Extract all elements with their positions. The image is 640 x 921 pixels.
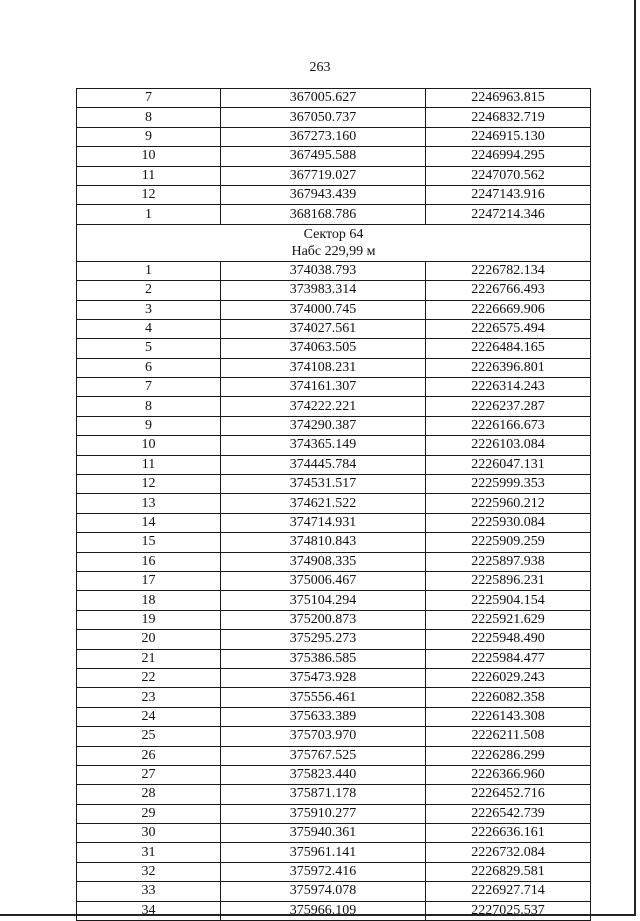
y-coordinate-cell: 2226927.714 [426,882,591,901]
point-number-cell: 28 [77,785,221,804]
table-row [77,494,591,513]
table-row [77,804,591,823]
table-row [77,746,591,765]
table-row [77,843,591,862]
point-number-cell: 22 [77,668,221,687]
table-row [77,455,591,474]
table-row [77,824,591,843]
section-header-body [77,224,591,261]
table-body-before-section [77,89,591,225]
y-coordinate-cell: 2226669.906 [426,300,591,319]
table-row [77,785,591,804]
table-row [77,358,591,377]
y-coordinate-cell: 2225948.490 [426,630,591,649]
x-coordinate-cell: 375703.970 [221,727,426,746]
y-coordinate-cell: 2226143.308 [426,707,591,726]
x-coordinate-cell: 375961.141 [221,843,426,862]
x-coordinate-cell: 375940.361 [221,824,426,843]
point-number-cell: 8 [77,397,221,416]
y-coordinate-cell: 2226782.134 [426,261,591,280]
y-coordinate-cell: 2226103.084 [426,436,591,455]
point-number-cell: 1 [77,205,221,224]
y-coordinate-cell: 2226829.581 [426,862,591,881]
point-number-cell: 6 [77,358,221,377]
point-number-cell: 13 [77,494,221,513]
table-row [77,707,591,726]
x-coordinate-cell: 367719.027 [221,166,426,185]
x-coordinate-cell: 374445.784 [221,455,426,474]
x-coordinate-cell: 374108.231 [221,358,426,377]
point-number-cell: 25 [77,727,221,746]
point-number-cell: 12 [77,475,221,494]
section-elevation: Нaбс 229,99 м [291,243,376,259]
y-coordinate-cell: 2225896.231 [426,571,591,590]
y-coordinate-cell: 2226166.673 [426,416,591,435]
y-coordinate-cell: 2226636.161 [426,824,591,843]
point-number-cell: 23 [77,688,221,707]
y-coordinate-cell: 2225909.259 [426,533,591,552]
point-number-cell: 3 [77,300,221,319]
point-number-cell: 21 [77,649,221,668]
y-coordinate-cell: 2226575.494 [426,319,591,338]
x-coordinate-cell: 374810.843 [221,533,426,552]
point-number-cell: 15 [77,533,221,552]
x-coordinate-cell: 375386.585 [221,649,426,668]
table-row [77,610,591,629]
x-coordinate-cell: 374222.221 [221,397,426,416]
table-row [77,319,591,338]
table-row [77,416,591,435]
x-coordinate-cell: 375823.440 [221,765,426,784]
x-coordinate-cell: 374908.335 [221,552,426,571]
table-row [77,166,591,185]
y-coordinate-cell: 2225897.938 [426,552,591,571]
x-coordinate-cell: 375473.928 [221,668,426,687]
point-number-cell: 27 [77,765,221,784]
page-number: 263 [309,60,331,75]
x-coordinate-cell: 375295.273 [221,630,426,649]
y-coordinate-cell: 2226396.801 [426,358,591,377]
table-row [77,668,591,687]
point-number-cell: 11 [77,166,221,185]
point-number-cell: 2 [77,281,221,300]
table-body-after-section [77,261,591,920]
x-coordinate-cell: 374290.387 [221,416,426,435]
x-coordinate-cell: 375974.078 [221,882,426,901]
x-coordinate-cell: 375972.416 [221,862,426,881]
y-coordinate-cell: 2226082.358 [426,688,591,707]
table-row [77,533,591,552]
y-coordinate-cell: 2226484.165 [426,339,591,358]
point-number-cell: 26 [77,746,221,765]
table-row [77,901,591,920]
section-header-row [77,224,591,261]
table-row [77,552,591,571]
y-coordinate-cell: 2247070.562 [426,166,591,185]
table-row [77,475,591,494]
y-coordinate-cell: 2226732.084 [426,843,591,862]
point-number-cell: 5 [77,339,221,358]
x-coordinate-cell: 367495.588 [221,147,426,166]
x-coordinate-cell: 374714.931 [221,513,426,532]
x-coordinate-cell: 375966.109 [221,901,426,920]
y-coordinate-cell: 2226766.493 [426,281,591,300]
point-number-cell: 4 [77,319,221,338]
point-number-cell: 20 [77,630,221,649]
point-number-cell: 9 [77,127,221,146]
table-row [77,261,591,280]
y-coordinate-cell: 2226542.739 [426,804,591,823]
x-coordinate-cell: 367943.439 [221,185,426,204]
x-coordinate-cell: 368168.786 [221,205,426,224]
table-row [77,727,591,746]
y-coordinate-cell: 2246832.719 [426,108,591,127]
x-coordinate-cell: 374063.505 [221,339,426,358]
x-coordinate-cell: 375556.461 [221,688,426,707]
y-coordinate-cell: 2226366.960 [426,765,591,784]
y-coordinate-cell: 2246963.815 [426,89,591,108]
point-number-cell: 11 [77,455,221,474]
y-coordinate-cell: 2226286.299 [426,746,591,765]
y-coordinate-cell: 2226047.131 [426,455,591,474]
x-coordinate-cell: 367273.160 [221,127,426,146]
point-number-cell: 7 [77,89,221,108]
point-number-cell: 17 [77,571,221,590]
x-coordinate-cell: 374531.517 [221,475,426,494]
table-row [77,591,591,610]
table-row [77,339,591,358]
point-number-cell: 34 [77,901,221,920]
x-coordinate-cell: 373983.314 [221,281,426,300]
table-row [77,513,591,532]
point-number-cell: 14 [77,513,221,532]
table-row [77,630,591,649]
y-coordinate-cell: 2225984.477 [426,649,591,668]
x-coordinate-cell: 374038.793 [221,261,426,280]
table-row [77,127,591,146]
y-coordinate-cell: 2225999.353 [426,475,591,494]
x-coordinate-cell: 374365.149 [221,436,426,455]
y-coordinate-cell: 2247214.346 [426,205,591,224]
point-number-cell: 29 [77,804,221,823]
table-row [77,300,591,319]
table-row [77,882,591,901]
table-row [77,688,591,707]
table-row [77,571,591,590]
table-row [77,205,591,224]
x-coordinate-cell: 374000.745 [221,300,426,319]
point-number-cell: 19 [77,610,221,629]
point-number-cell: 30 [77,824,221,843]
x-coordinate-cell: 375200.873 [221,610,426,629]
section-header-cell [77,224,591,261]
point-number-cell: 31 [77,843,221,862]
x-coordinate-cell: 367005.627 [221,89,426,108]
y-coordinate-cell: 2246994.295 [426,147,591,166]
point-number-cell: 18 [77,591,221,610]
y-coordinate-cell: 2225904.154 [426,591,591,610]
y-coordinate-cell: 2227025.537 [426,901,591,920]
point-number-cell: 33 [77,882,221,901]
y-coordinate-cell: 2226211.508 [426,727,591,746]
table-row [77,147,591,166]
x-coordinate-cell: 375006.467 [221,571,426,590]
y-coordinate-cell: 2226029.243 [426,668,591,687]
x-coordinate-cell: 367050.737 [221,108,426,127]
table-row [77,397,591,416]
point-number-cell: 10 [77,147,221,166]
table-row [77,436,591,455]
y-coordinate-cell: 2226314.243 [426,378,591,397]
table-row [77,765,591,784]
table-row [77,281,591,300]
point-number-cell: 8 [77,108,221,127]
section-title: Сектор 64 [303,226,364,242]
table-row [77,89,591,108]
x-coordinate-cell: 375104.294 [221,591,426,610]
y-coordinate-cell: 2226452.716 [426,785,591,804]
point-number-cell: 7 [77,378,221,397]
table-row [77,185,591,204]
x-coordinate-cell: 375767.525 [221,746,426,765]
table-row [77,108,591,127]
table-row [77,649,591,668]
point-number-cell: 32 [77,862,221,881]
y-coordinate-cell: 2246915.130 [426,127,591,146]
coordinates-table [76,88,591,921]
y-coordinate-cell: 2226237.287 [426,397,591,416]
x-coordinate-cell: 375910.277 [221,804,426,823]
x-coordinate-cell: 375871.178 [221,785,426,804]
x-coordinate-cell: 374161.307 [221,378,426,397]
y-coordinate-cell: 2225921.629 [426,610,591,629]
point-number-cell: 24 [77,707,221,726]
y-coordinate-cell: 2225960.212 [426,494,591,513]
x-coordinate-cell: 375633.389 [221,707,426,726]
point-number-cell: 12 [77,185,221,204]
point-number-cell: 9 [77,416,221,435]
point-number-cell: 1 [77,261,221,280]
y-coordinate-cell: 2247143.916 [426,185,591,204]
x-coordinate-cell: 374621.522 [221,494,426,513]
x-coordinate-cell: 374027.561 [221,319,426,338]
table-row [77,378,591,397]
y-coordinate-cell: 2225930.084 [426,513,591,532]
table-row [77,862,591,881]
point-number-cell: 16 [77,552,221,571]
point-number-cell: 10 [77,436,221,455]
